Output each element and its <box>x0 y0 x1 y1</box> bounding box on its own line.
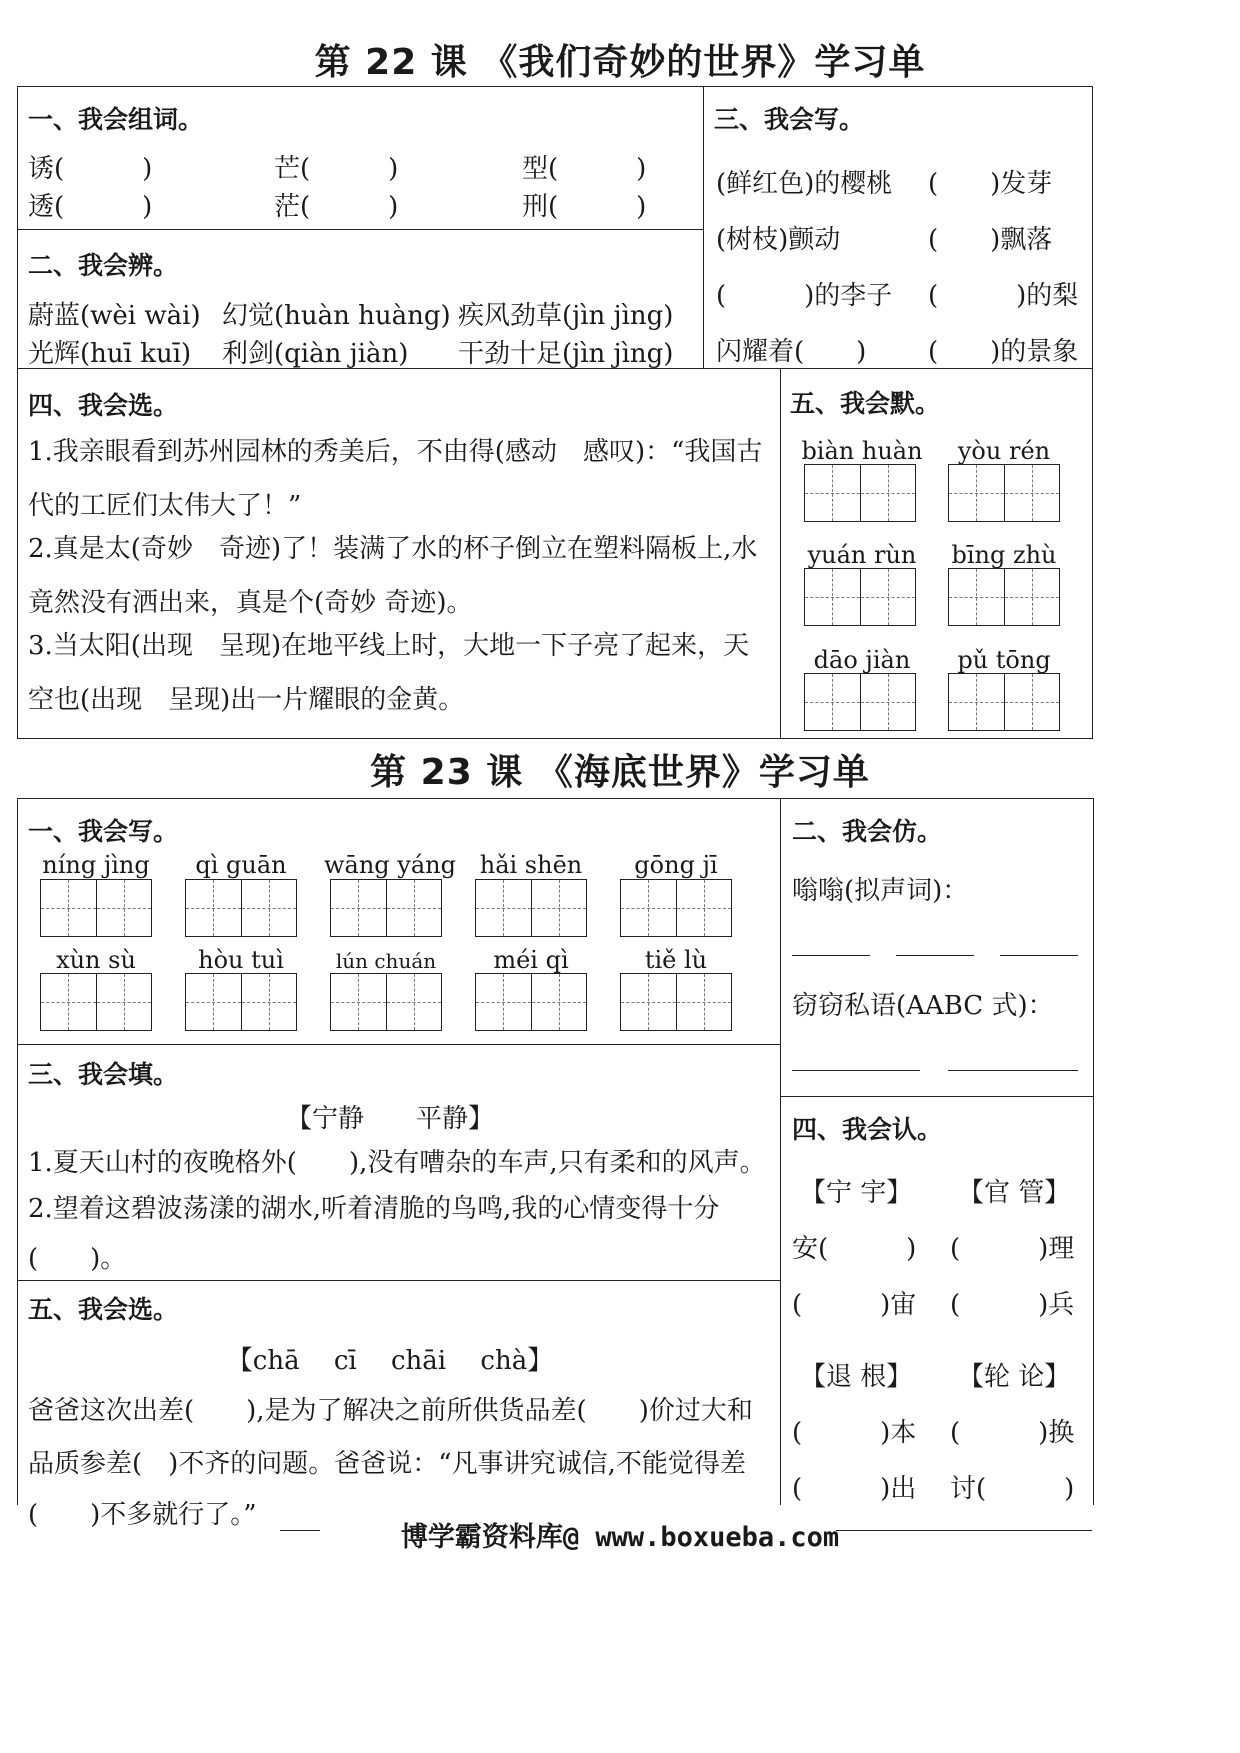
pinyin-label: hǎi shēn <box>479 851 583 879</box>
section-heading: 一、我会组词。 <box>28 105 204 134</box>
answer-blank[interactable] <box>1000 955 1078 956</box>
pinyin-label: hòu tuì <box>198 946 284 974</box>
writing-grid[interactable] <box>185 879 297 937</box>
writing-grid[interactable] <box>620 879 732 937</box>
pinyin-label: xùn sù <box>56 946 136 974</box>
writing-grid[interactable] <box>804 568 916 626</box>
divider <box>703 86 704 368</box>
section-heading: 二、我会仿。 <box>792 817 943 846</box>
pinyin-label: dāo jiàn <box>813 646 911 674</box>
pinyin-label: lún chuán <box>335 949 437 973</box>
choice-paragraph-line[interactable]: 爸爸这次出差( ),是为了解决之前所供货品差( )价过大和 <box>28 1396 753 1426</box>
choice-paragraph-line[interactable]: 品质参差( )不齐的问题。爸爸说：“凡事讲究诚信,不能觉得差 <box>28 1449 746 1479</box>
section-heading: 三、我会写。 <box>714 105 865 134</box>
lesson22-title: 第 22 课 《我们奇妙的世界》学习单 <box>314 42 926 83</box>
section-heading: 二、我会辨。 <box>28 251 179 280</box>
word-item[interactable]: 型( ) <box>522 154 647 184</box>
writing-grid[interactable] <box>804 673 916 731</box>
distinguish-item[interactable]: 利剑(qiàn jiàn) <box>222 339 409 369</box>
fill-question[interactable]: 2.望着这碧波荡漾的湖水,听着清脆的鸟鸣,我的心情变得十分( )。 <box>28 1194 720 1274</box>
word-item[interactable]: 透( ) <box>28 192 153 222</box>
write-item[interactable]: 闪耀着( ) <box>716 337 867 367</box>
writing-grid[interactable] <box>330 879 442 937</box>
write-item[interactable]: ( )的景象 <box>928 337 1079 367</box>
answer-blank[interactable] <box>896 955 974 956</box>
fill-options: 【宁静 平静】 <box>285 1104 494 1134</box>
write-item[interactable]: (树枝)颤动 <box>716 225 841 255</box>
divider <box>17 1044 780 1045</box>
write-item[interactable]: ( )飘落 <box>928 225 1053 255</box>
fill-question[interactable]: 1.夏天山村的夜晚格外( ),没有嘈杂的车声,只有柔和的风声。 <box>28 1148 766 1178</box>
word-item[interactable]: 诱( ) <box>28 154 153 184</box>
char-group: 【官 管】 <box>958 1178 1071 1208</box>
distinguish-item[interactable]: 幻觉(huàn huàng) <box>222 301 451 331</box>
recognize-item[interactable]: 讨( ) <box>950 1474 1075 1504</box>
writing-grid[interactable] <box>330 973 442 1031</box>
distinguish-item[interactable]: 疾风劲草(jìn jìng) <box>458 301 674 331</box>
writing-grid[interactable] <box>948 568 1060 626</box>
answer-blank[interactable] <box>792 1070 920 1071</box>
pinyin-label: biàn huàn <box>801 437 923 465</box>
writing-grid[interactable] <box>948 464 1060 522</box>
distinguish-item[interactable]: 光辉(huī kuī) <box>28 339 192 369</box>
choice-paragraph-line[interactable]: ( )不多就行了。” <box>28 1500 257 1530</box>
recognize-item[interactable]: ( )宙 <box>792 1290 917 1320</box>
pinyin-options: 【chā cī chāi chà】 <box>226 1346 554 1376</box>
divider <box>780 368 781 739</box>
choice-question[interactable]: 3.当太阳(出现 呈现)在地平线上时，大地一下子亮了起来，天空也(出现 呈现)出一片耀眼的金黄。 <box>28 631 750 715</box>
lesson23-title: 第 23 课 《海底世界》学习单 <box>370 752 870 793</box>
writing-grid[interactable] <box>620 973 732 1031</box>
char-group: 【宁 宇】 <box>800 1178 913 1208</box>
divider <box>17 798 1093 799</box>
choice-question[interactable]: 1.我亲眼看到苏州园林的秀美后，不由得(感动 感叹)：“我国古代的工匠们太伟大了！” <box>28 437 763 521</box>
section-heading: 四、我会认。 <box>792 1115 943 1144</box>
char-group: 【退 根】 <box>800 1362 913 1392</box>
section-heading: 五、我会默。 <box>790 389 941 418</box>
write-item[interactable]: ( )的梨 <box>928 281 1079 311</box>
pinyin-label: tiě lù <box>644 946 708 974</box>
divider <box>780 798 781 1505</box>
section-heading: 四、我会选。 <box>28 391 179 420</box>
recognize-item[interactable]: 安( ) <box>792 1234 917 1264</box>
writing-grid[interactable] <box>185 973 297 1031</box>
choice-question[interactable]: 2.真是太(奇妙 奇迹)了！装满了水的杯子倒立在塑料隔板上,水竟然没有洒出来，真是个(奇妙 奇迹)。 <box>28 534 758 618</box>
writing-grid[interactable] <box>804 464 916 522</box>
write-item[interactable]: (鲜红色)的樱桃 <box>716 169 893 199</box>
divider <box>17 229 703 230</box>
recognize-item[interactable]: ( )兵 <box>950 1290 1075 1320</box>
divider <box>17 798 18 1505</box>
writing-grid[interactable] <box>475 973 587 1031</box>
pinyin-label: qì guān <box>195 851 287 879</box>
divider <box>1093 798 1094 1505</box>
divider <box>780 1096 1093 1097</box>
recognize-item[interactable]: ( )换 <box>950 1418 1075 1448</box>
writing-grid[interactable] <box>40 879 152 937</box>
pinyin-label: yuán rùn <box>807 541 917 569</box>
pinyin-label: bīng zhù <box>951 541 1057 569</box>
write-item[interactable]: ( )的李子 <box>716 281 893 311</box>
pinyin-label: gōng jī <box>634 851 718 879</box>
footer-watermark: 博学霸资料库@ www.boxueba.com <box>400 1522 840 1553</box>
writing-grid[interactable] <box>948 673 1060 731</box>
writing-grid[interactable] <box>475 879 587 937</box>
word-item[interactable]: 刑( ) <box>522 192 647 222</box>
pinyin-label: níng jìng <box>42 851 150 879</box>
distinguish-item[interactable]: 干劲十足(jìn jìng) <box>458 339 674 369</box>
pinyin-label: wāng yáng <box>324 851 456 879</box>
word-item[interactable]: 芒( ) <box>274 154 399 184</box>
imitate-prompt: 窃窃私语(AABC 式)： <box>792 991 1054 1021</box>
write-item[interactable]: ( )发芽 <box>928 169 1053 199</box>
imitate-prompt: 嗡嗡(拟声词)： <box>792 876 969 906</box>
pinyin-label: yòu rén <box>957 437 1051 465</box>
section-heading: 三、我会填。 <box>28 1060 179 1089</box>
recognize-item[interactable]: ( )出 <box>792 1474 917 1504</box>
pinyin-label: méi qì <box>493 946 569 974</box>
distinguish-item[interactable]: 蔚蓝(wèi wài) <box>28 301 201 331</box>
writing-grid[interactable] <box>40 973 152 1031</box>
section-heading: 五、我会选。 <box>28 1295 179 1324</box>
word-item[interactable]: 茫( ) <box>274 192 399 222</box>
section-heading: 一、我会写。 <box>28 817 179 846</box>
answer-blank[interactable] <box>792 955 870 956</box>
pinyin-label: pǔ tōng <box>957 646 1051 674</box>
answer-blank[interactable] <box>948 1070 1078 1071</box>
recognize-item[interactable]: ( )理 <box>950 1234 1075 1264</box>
recognize-item[interactable]: ( )本 <box>792 1418 917 1448</box>
char-group: 【轮 论】 <box>958 1362 1071 1392</box>
